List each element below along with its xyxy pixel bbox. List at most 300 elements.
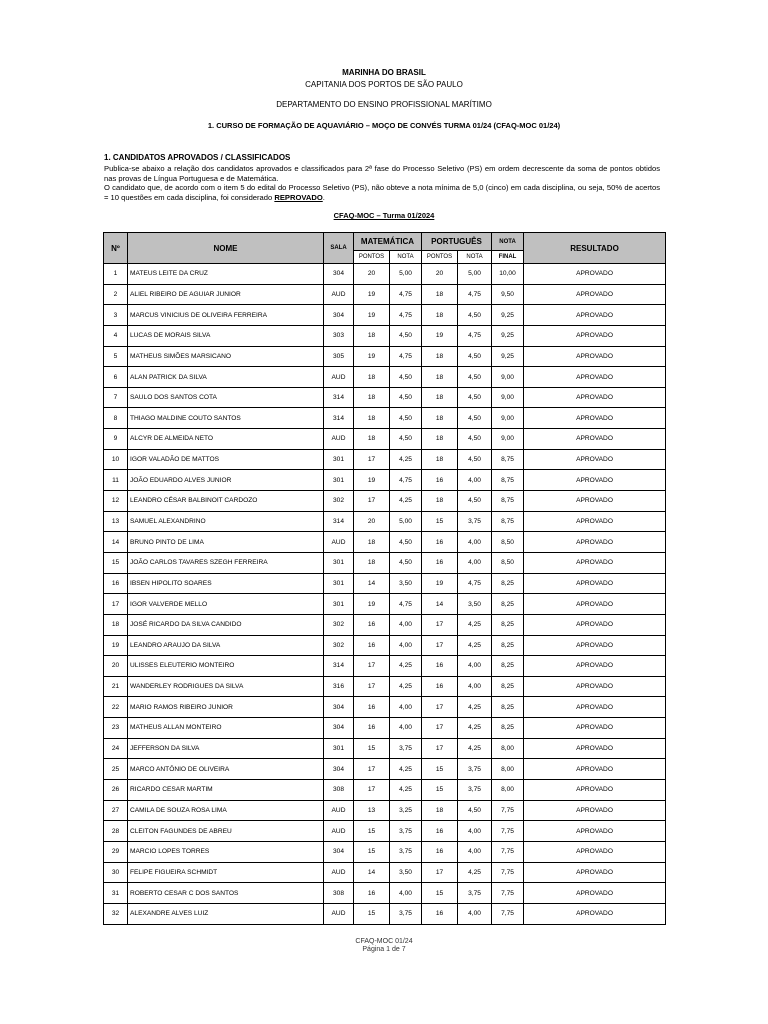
cell-result: APROVADO — [524, 821, 666, 842]
cell-math-points: 16 — [354, 614, 390, 635]
cell-port-points: 16 — [422, 470, 458, 491]
cell-room: 304 — [324, 841, 354, 862]
cell-room: AUD — [324, 903, 354, 924]
cell-port-points: 17 — [422, 635, 458, 656]
cell-number: 29 — [104, 841, 128, 862]
cell-room: 301 — [324, 449, 354, 470]
cell-port-score: 5,00 — [458, 264, 492, 285]
cell-result: APROVADO — [524, 697, 666, 718]
cell-result: APROVADO — [524, 759, 666, 780]
cell-name: CLEITON FAGUNDES DE ABREU — [128, 821, 324, 842]
cell-number: 15 — [104, 552, 128, 573]
header-math: MATEMÁTICA — [354, 233, 422, 251]
cell-port-points: 14 — [422, 594, 458, 615]
cell-math-score: 4,25 — [390, 780, 422, 801]
cell-room: 304 — [324, 718, 354, 739]
cell-final-grade: 8,00 — [492, 759, 524, 780]
header-department: DEPARTAMENTO DO ENSINO PROFISSIONAL MARÍTIMO — [276, 100, 492, 109]
cell-final-grade: 9,25 — [492, 325, 524, 346]
footer-course: CFAQ-MOC 01/24 — [355, 938, 413, 945]
cell-math-points: 16 — [354, 883, 390, 904]
cell-port-points: 17 — [422, 697, 458, 718]
cell-room: AUD — [324, 284, 354, 305]
cell-number: 25 — [104, 759, 128, 780]
cell-name: JOÃO CARLOS TAVARES SZEGH FERREIRA — [128, 552, 324, 573]
cell-port-points: 18 — [422, 367, 458, 388]
cell-math-points: 18 — [354, 387, 390, 408]
cell-math-score: 4,25 — [390, 759, 422, 780]
cell-port-score: 4,50 — [458, 449, 492, 470]
cell-room: 301 — [324, 594, 354, 615]
cell-final-grade: 8,50 — [492, 532, 524, 553]
cell-port-score: 4,50 — [458, 367, 492, 388]
cell-port-score: 4,50 — [458, 429, 492, 450]
cell-port-score: 4,00 — [458, 903, 492, 924]
cell-port-points: 18 — [422, 449, 458, 470]
cell-final-grade: 8,25 — [492, 635, 524, 656]
cell-port-points: 16 — [422, 552, 458, 573]
cell-result: APROVADO — [524, 883, 666, 904]
header-portuguese: PORTUGUÊS — [422, 233, 492, 251]
cell-port-score: 4,25 — [458, 738, 492, 759]
cell-math-score: 3,50 — [390, 862, 422, 883]
cell-math-score: 4,00 — [390, 614, 422, 635]
table-row — [104, 408, 666, 429]
cell-port-score: 4,00 — [458, 470, 492, 491]
cell-math-score: 3,25 — [390, 800, 422, 821]
cell-room: 302 — [324, 635, 354, 656]
cell-final-grade: 8,25 — [492, 718, 524, 739]
cell-math-points: 19 — [354, 470, 390, 491]
cell-math-points: 18 — [354, 552, 390, 573]
cell-math-score: 4,75 — [390, 594, 422, 615]
table-row — [104, 470, 666, 491]
cell-name: MATHEUS ALLAN MONTEIRO — [128, 718, 324, 739]
cell-math-points: 18 — [354, 408, 390, 429]
cell-port-points: 18 — [422, 408, 458, 429]
table-row — [104, 821, 666, 842]
cell-number: 1 — [104, 264, 128, 285]
cell-number: 11 — [104, 470, 128, 491]
cell-math-score: 4,75 — [390, 305, 422, 326]
cell-math-score: 4,25 — [390, 656, 422, 677]
cell-name: FELIPE FIGUEIRA SCHMIDT — [128, 862, 324, 883]
cell-result: APROVADO — [524, 635, 666, 656]
cell-math-score: 4,00 — [390, 635, 422, 656]
cell-port-score: 4,25 — [458, 614, 492, 635]
cell-room: 314 — [324, 387, 354, 408]
cell-final-grade: 7,75 — [492, 841, 524, 862]
cell-math-points: 17 — [354, 759, 390, 780]
intro-paragraph: Publica-se abaixo a relação dos candidatos aprovados e classificados para 2ª fase do Processo Seletivo (PS) em ordem decrescente da soma de pontos obtidos nas provas de Língua Portuguesa e de Matemática. — [104, 164, 660, 183]
table-row — [104, 491, 666, 512]
cell-room: 305 — [324, 346, 354, 367]
cell-final-grade: 9,00 — [492, 429, 524, 450]
cell-name: IGOR VALADÃO DE MATTOS — [128, 449, 324, 470]
cell-room: 314 — [324, 511, 354, 532]
cell-math-score: 4,25 — [390, 449, 422, 470]
cell-number: 2 — [104, 284, 128, 305]
table-row — [104, 697, 666, 718]
cell-number: 32 — [104, 903, 128, 924]
cell-port-points: 18 — [422, 305, 458, 326]
cell-result: APROVADO — [524, 800, 666, 821]
cell-room: AUD — [324, 862, 354, 883]
cell-math-score: 4,25 — [390, 491, 422, 512]
cell-result: APROVADO — [524, 656, 666, 677]
cell-name: MARCUS VINICIUS DE OLIVEIRA FERREIRA — [128, 305, 324, 326]
table-row — [104, 387, 666, 408]
cell-result: APROVADO — [524, 780, 666, 801]
cell-number: 16 — [104, 573, 128, 594]
cell-port-score: 3,75 — [458, 883, 492, 904]
cell-number: 31 — [104, 883, 128, 904]
cell-final-grade: 9,25 — [492, 305, 524, 326]
cell-math-score: 4,50 — [390, 552, 422, 573]
cell-port-score: 4,00 — [458, 676, 492, 697]
cell-room: 304 — [324, 697, 354, 718]
cell-number: 13 — [104, 511, 128, 532]
footer-page-number: Página 1 de 7 — [362, 946, 406, 953]
cell-port-points: 19 — [422, 325, 458, 346]
cell-room: 301 — [324, 552, 354, 573]
table-row — [104, 780, 666, 801]
cell-result: APROVADO — [524, 387, 666, 408]
criteria-end: . — [322, 192, 325, 202]
cell-port-score: 4,50 — [458, 305, 492, 326]
results-table — [103, 232, 666, 925]
header-port-points: PONTOS — [422, 251, 458, 264]
table-row — [104, 552, 666, 573]
cell-port-score: 4,00 — [458, 841, 492, 862]
cell-number: 8 — [104, 408, 128, 429]
table-row — [104, 532, 666, 553]
cell-result: APROVADO — [524, 346, 666, 367]
cell-number: 6 — [104, 367, 128, 388]
cell-final-grade: 8,25 — [492, 656, 524, 677]
cell-math-score: 5,00 — [390, 511, 422, 532]
cell-final-grade: 8,00 — [492, 780, 524, 801]
cell-math-score: 4,75 — [390, 470, 422, 491]
cell-port-points: 17 — [422, 614, 458, 635]
cell-final-grade: 7,75 — [492, 883, 524, 904]
cell-final-grade: 7,75 — [492, 800, 524, 821]
table-row — [104, 367, 666, 388]
cell-result: APROVADO — [524, 264, 666, 285]
cell-name: JEFFERSON DA SILVA — [128, 738, 324, 759]
cell-port-points: 16 — [422, 903, 458, 924]
cell-math-points: 18 — [354, 429, 390, 450]
cell-math-points: 16 — [354, 718, 390, 739]
header-math-score: NOTA — [390, 251, 422, 264]
cell-name: MARCIO LOPES TORRES — [128, 841, 324, 862]
cell-name: ALCYR DE ALMEIDA NETO — [128, 429, 324, 450]
cell-name: ULISSES ELEUTERIO MONTEIRO — [128, 656, 324, 677]
cell-math-points: 17 — [354, 449, 390, 470]
table-row — [104, 635, 666, 656]
cell-number: 21 — [104, 676, 128, 697]
cell-math-score: 4,50 — [390, 408, 422, 429]
cell-math-points: 14 — [354, 862, 390, 883]
cell-final-grade: 8,25 — [492, 594, 524, 615]
cell-math-points: 16 — [354, 635, 390, 656]
cell-room: 303 — [324, 325, 354, 346]
cell-final-grade: 8,25 — [492, 573, 524, 594]
table-row — [104, 841, 666, 862]
section-title: 1. CANDIDATOS APROVADOS / CLASSIFICADOS — [104, 153, 291, 162]
cell-number: 24 — [104, 738, 128, 759]
cell-port-points: 17 — [422, 862, 458, 883]
table-row — [104, 429, 666, 450]
cell-port-points: 17 — [422, 738, 458, 759]
cell-math-points: 18 — [354, 325, 390, 346]
cell-room: AUD — [324, 821, 354, 842]
header-course-title: 1. CURSO DE FORMAÇÃO DE AQUAVIÁRIO – MOÇO DE CONVÉS TURMA 01/24 (CFAQ-MOC 01/24) — [207, 121, 561, 130]
cell-port-points: 19 — [422, 573, 458, 594]
cell-math-points: 18 — [354, 532, 390, 553]
cell-port-points: 15 — [422, 759, 458, 780]
cell-port-score: 4,00 — [458, 532, 492, 553]
criteria-text: O candidato que, de acordo com o item 5 do edital do Processo Seletivo (PS), não obteve a nota mínima de 5,0 (cinco) em cada disciplina, ou seja, 50% de acertos = 10 questões em cada disciplina, foi considerado — [104, 183, 660, 202]
cell-number: 14 — [104, 532, 128, 553]
cell-number: 17 — [104, 594, 128, 615]
cell-name: MARCO ANTÔNIO DE OLIVEIRA — [128, 759, 324, 780]
cell-room: AUD — [324, 367, 354, 388]
cell-result: APROVADO — [524, 284, 666, 305]
cell-final-grade: 8,50 — [492, 552, 524, 573]
cell-port-points: 20 — [422, 264, 458, 285]
header-room: SALA — [324, 233, 354, 264]
cell-result: APROVADO — [524, 614, 666, 635]
cell-room: 308 — [324, 883, 354, 904]
cell-name: JOÃO EDUARDO ALVES JUNIOR — [128, 470, 324, 491]
cell-name: ALAN PATRICK DA SILVA — [128, 367, 324, 388]
cell-port-points: 16 — [422, 532, 458, 553]
cell-final-grade: 7,75 — [492, 903, 524, 924]
cell-result: APROVADO — [524, 718, 666, 739]
header-result: RESULTADO — [524, 233, 666, 264]
table-row — [104, 862, 666, 883]
cell-name: LUCAS DE MORAIS SILVA — [128, 325, 324, 346]
cell-name: CAMILA DE SOUZA ROSA LIMA — [128, 800, 324, 821]
cell-result: APROVADO — [524, 491, 666, 512]
cell-final-grade: 8,75 — [492, 470, 524, 491]
cell-room: 301 — [324, 738, 354, 759]
table-row — [104, 656, 666, 677]
table-row — [104, 346, 666, 367]
cell-result: APROVADO — [524, 841, 666, 862]
cell-name: THIAGO MALDINE COUTO SANTOS — [128, 408, 324, 429]
cell-port-points: 18 — [422, 800, 458, 821]
cell-math-points: 15 — [354, 821, 390, 842]
cell-room: 304 — [324, 305, 354, 326]
cell-port-score: 4,75 — [458, 325, 492, 346]
cell-result: APROVADO — [524, 511, 666, 532]
cell-room: 304 — [324, 759, 354, 780]
cell-number: 23 — [104, 718, 128, 739]
cell-math-points: 19 — [354, 305, 390, 326]
cell-name: MATHEUS SIMÕES MARSICANO — [128, 346, 324, 367]
cell-port-score: 4,25 — [458, 635, 492, 656]
table-row — [104, 573, 666, 594]
cell-math-score: 4,75 — [390, 284, 422, 305]
cell-final-grade: 9,25 — [492, 346, 524, 367]
cell-name: MARIO RAMOS RIBEIRO JUNIOR — [128, 697, 324, 718]
cell-room: 302 — [324, 614, 354, 635]
cell-port-score: 4,50 — [458, 800, 492, 821]
cell-result: APROVADO — [524, 738, 666, 759]
criteria-paragraph — [104, 183, 660, 202]
cell-number: 12 — [104, 491, 128, 512]
cell-name: BRUNO PINTO DE LIMA — [128, 532, 324, 553]
table-row — [104, 718, 666, 739]
cell-port-points: 18 — [422, 284, 458, 305]
cell-number: 3 — [104, 305, 128, 326]
header-final-grade: NOTA — [492, 233, 524, 251]
cell-math-points: 17 — [354, 780, 390, 801]
cell-math-points: 15 — [354, 903, 390, 924]
cell-number: 27 — [104, 800, 128, 821]
cell-port-points: 18 — [422, 387, 458, 408]
cell-number: 19 — [104, 635, 128, 656]
cell-port-points: 16 — [422, 656, 458, 677]
cell-math-score: 4,50 — [390, 367, 422, 388]
cell-math-points: 15 — [354, 738, 390, 759]
cell-final-grade: 8,00 — [492, 738, 524, 759]
cell-port-score: 4,00 — [458, 821, 492, 842]
cell-result: APROVADO — [524, 305, 666, 326]
table-row — [104, 738, 666, 759]
cell-number: 5 — [104, 346, 128, 367]
cell-result: APROVADO — [524, 862, 666, 883]
cell-port-score: 4,25 — [458, 697, 492, 718]
cell-port-points: 18 — [422, 491, 458, 512]
cell-math-score: 4,00 — [390, 883, 422, 904]
cell-result: APROVADO — [524, 429, 666, 450]
cell-room: 302 — [324, 491, 354, 512]
table-row — [104, 284, 666, 305]
cell-room: AUD — [324, 429, 354, 450]
cell-room: 308 — [324, 780, 354, 801]
cell-name: SAULO DOS SANTOS COTA — [128, 387, 324, 408]
cell-math-score: 3,75 — [390, 821, 422, 842]
cell-port-points: 17 — [422, 718, 458, 739]
table-row — [104, 511, 666, 532]
cell-math-points: 14 — [354, 573, 390, 594]
cell-math-points: 20 — [354, 264, 390, 285]
cell-result: APROVADO — [524, 594, 666, 615]
header-captaincy: CAPITANIA DOS PORTOS DE SÃO PAULO — [305, 80, 463, 89]
cell-math-score: 3,75 — [390, 903, 422, 924]
cell-math-score: 3,75 — [390, 738, 422, 759]
cell-math-points: 19 — [354, 594, 390, 615]
cell-math-points: 13 — [354, 800, 390, 821]
cell-number: 30 — [104, 862, 128, 883]
cell-result: APROVADO — [524, 552, 666, 573]
cell-math-score: 4,50 — [390, 532, 422, 553]
cell-number: 28 — [104, 821, 128, 842]
cell-name: IGOR VALVERDE MELLO — [128, 594, 324, 615]
cell-final-grade: 8,25 — [492, 614, 524, 635]
cell-name: ALEXANDRE ALVES LUIZ — [128, 903, 324, 924]
cell-final-grade: 9,00 — [492, 367, 524, 388]
cell-port-score: 4,50 — [458, 387, 492, 408]
table-row — [104, 903, 666, 924]
cell-final-grade: 9,00 — [492, 408, 524, 429]
cell-port-score: 3,75 — [458, 759, 492, 780]
cell-final-grade: 9,00 — [492, 387, 524, 408]
cell-name: JOSÉ RICARDO DA SILVA CANDIDO — [128, 614, 324, 635]
table-caption: CFAQ-MOC – Turma 01/2024 — [333, 211, 435, 220]
cell-room: 304 — [324, 264, 354, 285]
cell-name: WANDERLEY RODRIGUES DA SILVA — [128, 676, 324, 697]
cell-result: APROVADO — [524, 449, 666, 470]
cell-port-points: 16 — [422, 676, 458, 697]
cell-final-grade: 8,25 — [492, 697, 524, 718]
cell-math-points: 20 — [354, 511, 390, 532]
results-body — [104, 264, 666, 925]
cell-math-points: 17 — [354, 656, 390, 677]
table-row — [104, 305, 666, 326]
cell-room: 301 — [324, 470, 354, 491]
cell-number: 18 — [104, 614, 128, 635]
header-math-points: PONTOS — [354, 251, 390, 264]
cell-port-score: 4,75 — [458, 573, 492, 594]
cell-final-grade: 7,75 — [492, 862, 524, 883]
cell-room: 301 — [324, 573, 354, 594]
cell-final-grade: 8,75 — [492, 511, 524, 532]
cell-result: APROVADO — [524, 573, 666, 594]
cell-port-score: 4,25 — [458, 862, 492, 883]
cell-port-score: 4,75 — [458, 284, 492, 305]
cell-room: 316 — [324, 676, 354, 697]
cell-name: ALIEL RIBEIRO DE AGUIAR JUNIOR — [128, 284, 324, 305]
cell-math-points: 15 — [354, 841, 390, 862]
cell-math-points: 19 — [354, 346, 390, 367]
cell-number: 20 — [104, 656, 128, 677]
cell-math-score: 4,50 — [390, 387, 422, 408]
cell-math-points: 18 — [354, 367, 390, 388]
cell-number: 22 — [104, 697, 128, 718]
cell-port-score: 3,75 — [458, 780, 492, 801]
header-final: FINAL — [492, 251, 524, 264]
cell-port-points: 16 — [422, 841, 458, 862]
cell-name: RICARDO CESAR MARTIM — [128, 780, 324, 801]
table-row — [104, 614, 666, 635]
header-number: Nº — [104, 233, 128, 264]
cell-number: 26 — [104, 780, 128, 801]
cell-math-score: 4,25 — [390, 676, 422, 697]
cell-math-points: 17 — [354, 491, 390, 512]
cell-port-points: 15 — [422, 780, 458, 801]
cell-port-score: 4,50 — [458, 491, 492, 512]
cell-math-points: 19 — [354, 284, 390, 305]
cell-result: APROVADO — [524, 676, 666, 697]
cell-name: ROBERTO CESAR C DOS SANTOS — [128, 883, 324, 904]
cell-port-score: 4,00 — [458, 552, 492, 573]
cell-math-score: 4,00 — [390, 697, 422, 718]
reproved-emphasis: REPROVADO — [274, 192, 323, 202]
cell-room: AUD — [324, 800, 354, 821]
cell-math-score: 3,75 — [390, 841, 422, 862]
table-row — [104, 594, 666, 615]
cell-room: 314 — [324, 408, 354, 429]
header-organization: MARINHA DO BRASIL — [342, 68, 426, 77]
cell-port-score: 3,50 — [458, 594, 492, 615]
cell-port-points: 15 — [422, 883, 458, 904]
cell-port-points: 16 — [422, 821, 458, 842]
cell-final-grade: 8,75 — [492, 449, 524, 470]
